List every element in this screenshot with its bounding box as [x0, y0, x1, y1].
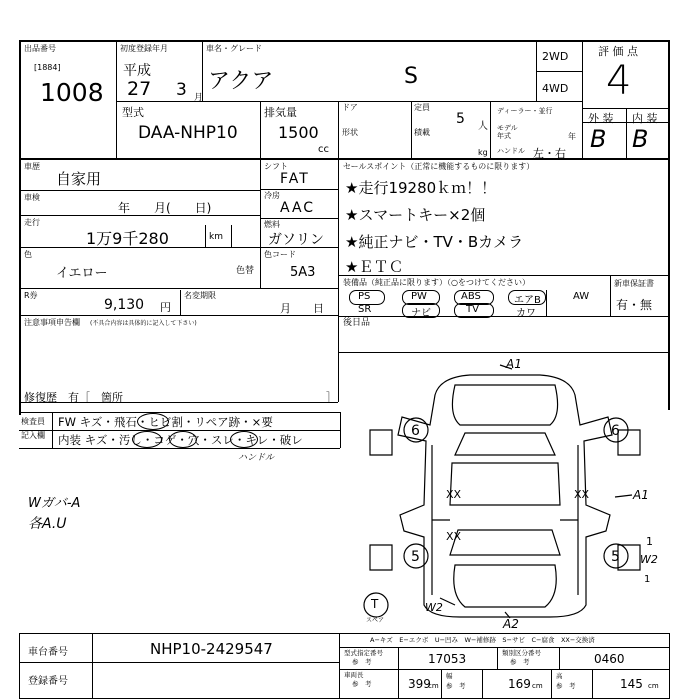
- equip-aw: AW: [573, 291, 590, 302]
- sales-point-1: ★走行19280ｋｍ！！: [345, 179, 497, 197]
- dealer-label: ディーラー・並行: [497, 107, 553, 115]
- category-no: 0460: [594, 652, 625, 666]
- diagram-a1-top: A1: [506, 357, 522, 371]
- lot-sub: [1884]: [34, 63, 61, 72]
- after-label: 後日品: [343, 318, 371, 328]
- sales-label: セールスポイント（正常に機能するものに限ります）: [343, 162, 535, 171]
- handwritten-note-1: Wガバ-A: [28, 496, 81, 511]
- door-label: ドア: [342, 103, 358, 112]
- color-code: 5A3: [290, 265, 316, 280]
- type-label: 型式: [122, 106, 144, 119]
- diagram-mark-1b: 1: [644, 574, 651, 585]
- name-change-text: 月 日: [280, 302, 324, 315]
- width-label: 幅: [446, 672, 453, 680]
- circle-stone-chip: [137, 413, 169, 430]
- exterior-grade: B: [590, 125, 607, 153]
- car-damage-diagram: [340, 355, 670, 633]
- length-unit: cm: [428, 682, 439, 690]
- diagram-right-front: 6: [611, 423, 620, 439]
- mileage-label: 走行: [24, 218, 40, 227]
- ac: AAC: [280, 200, 316, 216]
- sales-point-4: ★ＥＴＣ: [345, 258, 404, 276]
- color: イエロー: [56, 266, 108, 281]
- diagram-a1-right: A1: [633, 488, 649, 502]
- type-no-ref: 参 考: [352, 658, 372, 666]
- reg-year: 27: [127, 78, 152, 100]
- displacement-unit: cc: [318, 144, 329, 155]
- equip-airbag: エアB: [514, 295, 541, 306]
- repair-value: 有［ 箇所: [68, 391, 123, 404]
- displacement-label: 排気量: [264, 106, 297, 119]
- recycle-amount: 9,130: [104, 297, 145, 313]
- damage-legend: A−キズ E−エクボ U−凹み W−補修跡 S−サビ C−腐食 XX−交換済: [370, 636, 595, 644]
- sales-point-3: ★純正ナビ・TV・Bカメラ: [345, 233, 524, 251]
- diagram-bottom-w2: W2: [425, 601, 443, 614]
- diagram-xx-3: XX: [446, 530, 462, 543]
- width-value: 169: [508, 677, 531, 691]
- inspection-label: 車検: [24, 193, 40, 202]
- diagram-xx-2: XX: [574, 488, 590, 501]
- shift-label: シフト: [264, 162, 288, 171]
- recycle-unit: 円: [160, 301, 171, 314]
- equip-navi: ナビ: [411, 308, 431, 319]
- load-label: 積載: [414, 128, 430, 137]
- era: 平成: [123, 63, 151, 79]
- chassis-label: 車台番号: [28, 647, 68, 658]
- diagram-t-mark: T: [371, 597, 379, 611]
- mileage: 1万9千280: [86, 229, 169, 248]
- inspector-label-2: 記入欄: [21, 431, 45, 440]
- warranty-value: 有・無: [616, 298, 653, 312]
- circle-burn: [169, 431, 197, 448]
- width-unit: cm: [532, 682, 543, 690]
- equip-pw: PW: [411, 291, 427, 302]
- drive-2wd: 2WD: [542, 50, 569, 63]
- lot-label: 出品番号: [24, 44, 56, 53]
- reg-label: 登録番号: [28, 676, 68, 687]
- type-no: 17053: [428, 652, 467, 666]
- shape-label: 形状: [342, 128, 358, 137]
- name-change-label: 名変期限: [184, 291, 216, 300]
- displacement: 1500: [278, 123, 319, 142]
- equip-abs: ABS: [461, 291, 481, 302]
- score: 4: [606, 58, 632, 104]
- length-label: 車両長: [344, 671, 364, 679]
- model-year-label: モデル 年式: [497, 124, 518, 140]
- load-unit: kg: [478, 148, 488, 157]
- category-no-label: 類別区分番号: [502, 649, 541, 657]
- handle-value: 左・右: [533, 147, 566, 160]
- diagram-mark-w2: W2: [640, 553, 658, 566]
- model-name-label: 車名・グレード: [206, 44, 262, 53]
- grade: S: [404, 64, 418, 89]
- handwritten-handle: ハンドル: [238, 453, 275, 463]
- exterior-label: 外 装: [588, 112, 614, 125]
- ac-label: 冷房: [264, 191, 280, 200]
- diagram-left-rear: 5: [411, 549, 420, 565]
- chassis-number: NHP10-2429547: [150, 640, 273, 658]
- sales-point-2: ★スマートキー×2個: [345, 206, 486, 224]
- shift: FAT: [280, 171, 310, 187]
- handle-label: ハンドル: [497, 147, 525, 155]
- fuel-label: 燃料: [264, 220, 280, 229]
- handwritten-note-2: 各A.U: [28, 516, 67, 532]
- inspection-text: 年 月( 日): [118, 201, 212, 215]
- category-label: 車歴: [24, 162, 40, 171]
- capacity: 5: [456, 111, 465, 127]
- equipment-label: 装備品（純正品に限ります）（○をつけてください）: [343, 278, 530, 287]
- height-value: 145: [620, 677, 643, 691]
- inspector-row-2: 内装 キズ・汚し・コゲ・穴・スレ・キレ・破レ: [58, 433, 303, 447]
- diagram-right-rear: 5: [611, 549, 620, 565]
- capacity-label: 定員: [414, 103, 430, 112]
- equip-tv: TV: [466, 304, 479, 315]
- capacity-unit: 人: [478, 121, 488, 132]
- diagram-xx-1: XX: [446, 488, 462, 501]
- circle-rub: [230, 431, 258, 448]
- inspector-row-1: FW キズ・飛石・ヒビ割・リペア跡・×要: [58, 415, 273, 429]
- color-change-label: 色替: [236, 266, 255, 276]
- width-ref: 参 考: [446, 682, 466, 690]
- model-code: DAA-NHP10: [138, 123, 238, 143]
- diagram-bottom-a2: A2: [503, 617, 519, 631]
- type-no-label: 型式指定番号: [344, 649, 383, 657]
- car-name: アクア: [208, 69, 274, 94]
- fuel: ガソリン: [268, 232, 324, 248]
- mileage-unit: km: [209, 232, 223, 242]
- drive-4wd: 4WD: [542, 82, 569, 95]
- notes-sub: (不具合内容は具体的に記入して下さい): [90, 320, 197, 327]
- recycle-label: R券: [24, 291, 38, 300]
- circle-stain: [132, 431, 162, 448]
- diagram-left-front: 6: [411, 423, 420, 439]
- repair-end: ］: [326, 391, 337, 404]
- score-label: 評 価 点: [598, 45, 638, 58]
- lot-number: 1008: [40, 78, 104, 107]
- inspector-label-1: 検査員: [21, 417, 45, 426]
- height-ref: 参 考: [556, 682, 576, 690]
- height-unit: cm: [648, 682, 659, 690]
- reg-month: 3: [176, 80, 187, 100]
- warranty-label: 新車保証書: [614, 279, 654, 288]
- first-reg-label: 初度登録年月: [120, 44, 168, 53]
- category: 自家用: [56, 170, 102, 188]
- diagram-mark-1: 1: [646, 535, 653, 548]
- equip-ps: PS: [358, 291, 371, 302]
- length-ref: 参 考: [352, 680, 372, 688]
- repair-label: 修復歴: [24, 391, 57, 404]
- interior-label: 内 装: [632, 112, 658, 125]
- interior-grade: B: [632, 125, 649, 153]
- color-label: 色: [24, 250, 32, 259]
- color-code-label: 色コード: [264, 250, 296, 259]
- year-unit: 年: [568, 132, 576, 141]
- category-no-ref: 参 考: [510, 658, 530, 666]
- notes-label: 注意事項申告欄: [24, 318, 80, 327]
- equip-leather: カワ: [516, 308, 536, 319]
- length-value: 399: [408, 677, 431, 691]
- equip-sr: SR: [358, 304, 372, 315]
- diagram-spare-label: スペア: [366, 617, 385, 624]
- height-label: 高: [556, 672, 563, 680]
- month-unit: 月: [194, 93, 204, 103]
